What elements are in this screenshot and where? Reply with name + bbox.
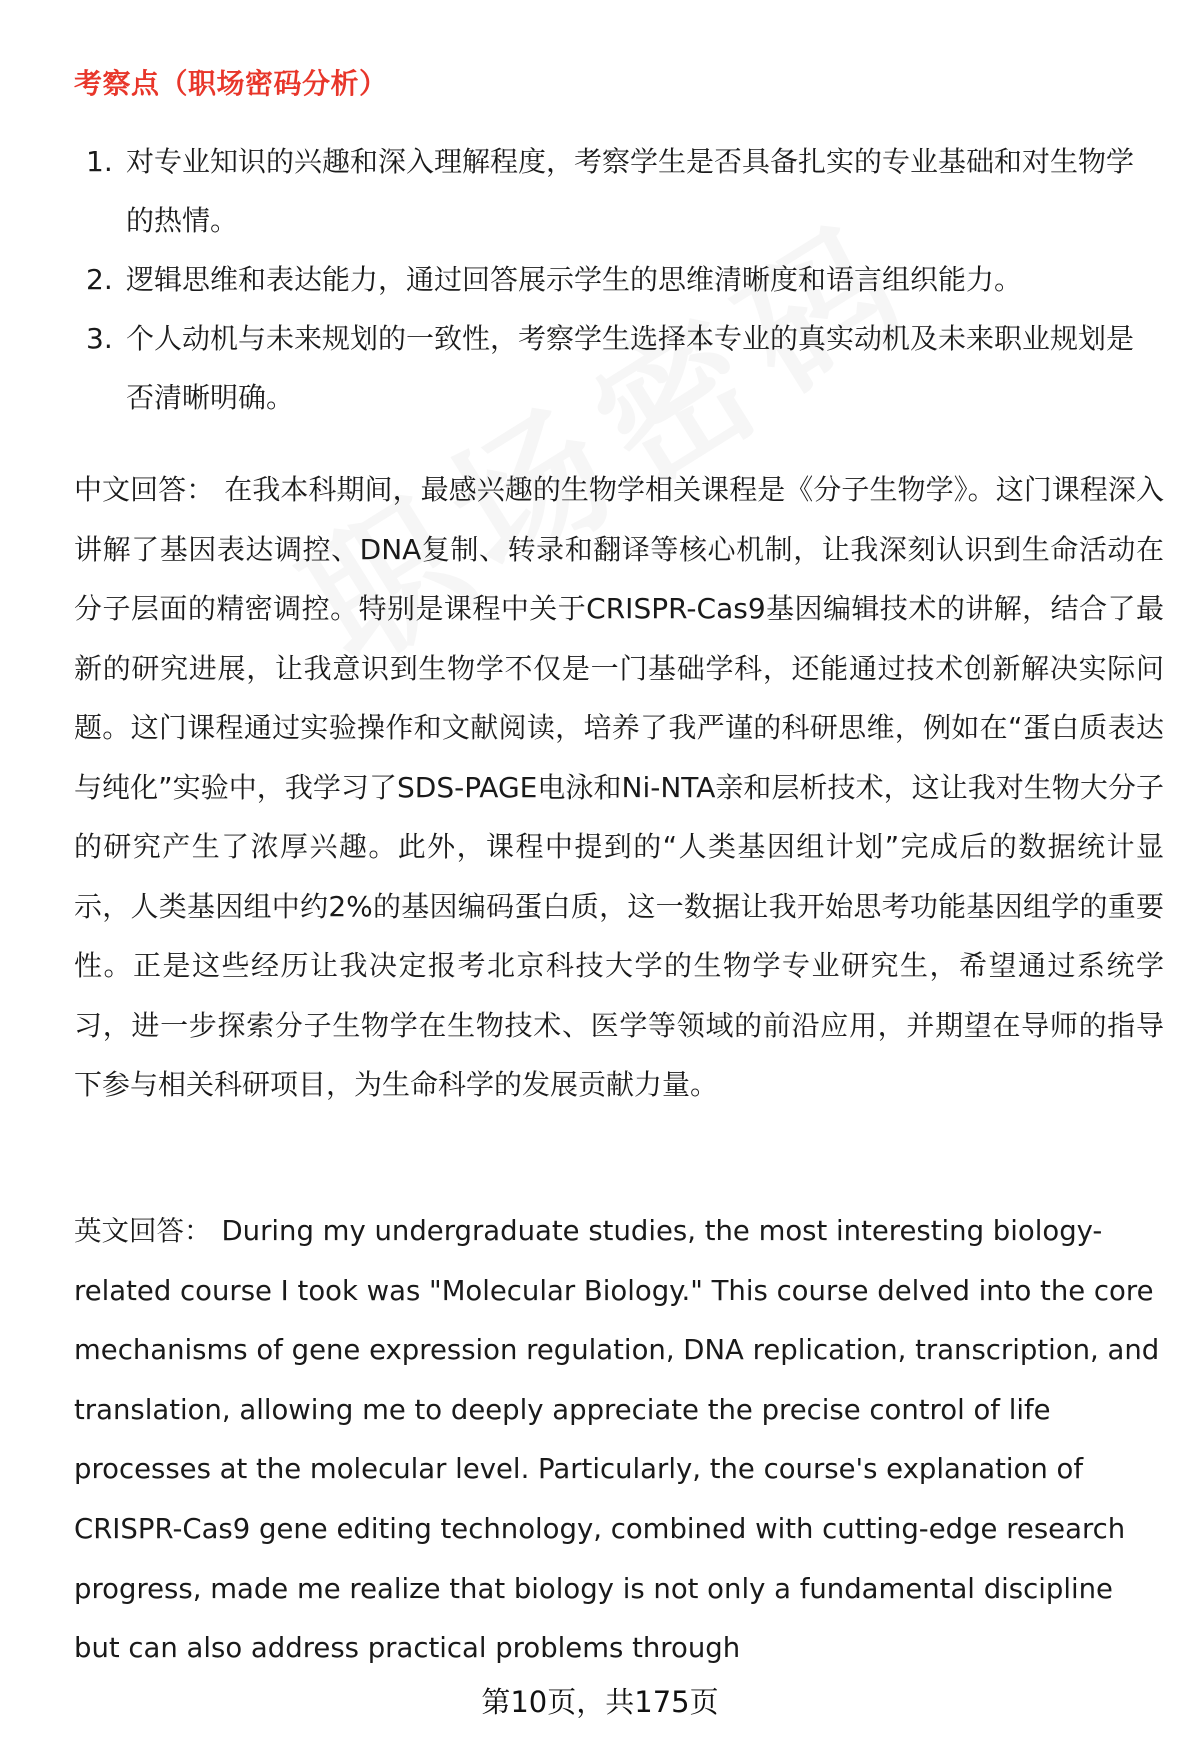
list-item [74, 309, 1154, 427]
chinese-answer-label: 中文回答： [74, 473, 215, 506]
chinese-answer-text: 在我本科期间，最感兴趣的生物学相关课程是《分子生物学》。这门课程深入讲解了基因表达调控、DNA复制、转录和翻译等核心机制，让我深刻认识到生命活动在分子层面的精密调控。特别是课程中关于CRISPR-Cas9基因编辑技术的讲解，结合了最新的研究进展，让我意识到生物学不仅是一门基础学科，还能通过技术创新解决实际问题。这门课程通过实验操作和文献阅读，培养了我严谨的科研思维，例如在“蛋白质表达与纯化”实验中，我学习了SDS-PAGE电泳和Ni-NTA亲和层析技术，这让我对生物大分子的研究产生了浓厚兴趣。此外，课程中提到的“人类基因组计划”完成后的数据统计显示，人类基因组中约2%的基因编码蛋白质，这一数据让我开始思考功能基因组学的重要性。正是这些经历让我决定报考北京科技大学的生物学专业研究生，希望通过系统学习，进一步探索分子生物学在生物技术、医学等领域的前沿应用，并期望在导师的指导下参与相关科研项目，为生命科学的发展贡献力量。 [74, 473, 1164, 1101]
list-item-number: 2. [86, 263, 113, 296]
assessment-points-list [74, 132, 1154, 427]
list-item-text: 逻辑思维和表达能力，通过回答展示学生的思维清晰度和语言组织能力。 [126, 263, 1023, 296]
page-footer: 第10页，共175页 [481, 1685, 719, 1719]
chinese-answer-paragraph [74, 460, 1164, 1115]
english-answer-text: During my undergraduate studies, the most interesting biology-related course I took was "Molecular Biology." This course delved into the core mechanisms of gene expression regulation, DNA replication, transcription, and translation, allowing me to deeply appreciate the precise control of life processes at the molecular level. Particularly, the course's explanation of CRISPR-Cas9 gene editing technology, combined with cutting-edge research progress, made me realize that biology is not only a fundamental discipline but can also address practical problems through [74, 1215, 1160, 1665]
english-answer-paragraph [74, 1202, 1164, 1679]
english-answer-label: 英文回答： [74, 1215, 212, 1247]
list-item-text: 对专业知识的兴趣和深入理解程度，考察学生是否具备扎实的专业基础和对生物学的热情。 [126, 145, 1135, 237]
list-item-number: 3. [86, 322, 113, 355]
section-heading: 考察点（职场密码分析） [74, 67, 388, 100]
list-item-number: 1. [86, 145, 113, 178]
list-item [74, 250, 1154, 309]
list-item [74, 132, 1154, 250]
list-item-text: 个人动机与未来规划的一致性，考察学生选择本专业的真实动机及未来职业规划是否清晰明确。 [126, 322, 1135, 414]
